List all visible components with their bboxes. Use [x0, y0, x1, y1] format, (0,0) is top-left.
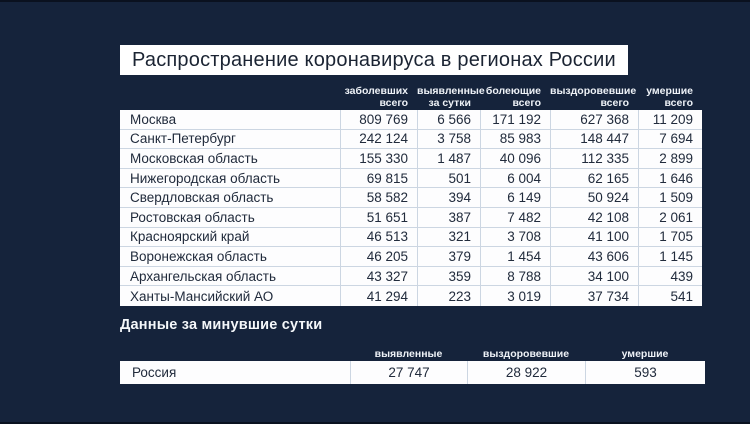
detected-daily-value: 6 566 — [417, 110, 480, 129]
daily-deaths-value: 593 — [585, 361, 705, 384]
region-name: Московская область — [130, 150, 258, 166]
region-name: Архангельская область — [130, 268, 277, 284]
recovered-total-value: 37 734 — [550, 286, 638, 306]
region-name: Нижегородская область — [130, 170, 281, 186]
header-deaths-total: умершие всего — [646, 85, 693, 109]
recovered-total-value: 112 335 — [550, 149, 638, 168]
infected-total-value: 58 582 — [340, 188, 417, 207]
country-name: Россия — [132, 365, 177, 380]
infected-total-value: 43 327 — [340, 267, 417, 286]
region-name: Ханты-Мансийский АО — [130, 288, 274, 304]
table-row — [120, 110, 702, 130]
sick-total-value: 7 482 — [480, 208, 550, 227]
table-row — [120, 361, 705, 384]
daily-header-detected: выявленные — [374, 348, 443, 360]
region-name: Воронежская область — [130, 248, 267, 264]
page-title-text: Распространение коронавируса в регионах России — [132, 48, 616, 71]
daily-header-deaths: умершие — [621, 348, 669, 360]
table-row — [120, 149, 702, 169]
detected-daily-value: 223 — [417, 286, 480, 306]
top-edge-strip — [0, 0, 750, 2]
detected-daily-value: 379 — [417, 247, 480, 266]
region-name: Санкт-Петербург — [130, 131, 236, 147]
deaths-total-value: 1 509 — [638, 188, 702, 207]
infected-total-value: 155 330 — [340, 149, 417, 168]
deaths-total-value: 11 209 — [638, 110, 702, 129]
sick-total-value: 3 019 — [480, 286, 550, 306]
table-row — [120, 267, 702, 287]
sick-total-value: 8 788 — [480, 267, 550, 286]
detected-daily-value: 394 — [417, 188, 480, 207]
region-name: Ростовская область — [130, 209, 255, 225]
recovered-total-value: 34 100 — [550, 267, 638, 286]
header-region-spacer — [120, 86, 340, 109]
regions-table-header — [120, 86, 702, 109]
infected-total-value: 809 769 — [340, 110, 417, 129]
deaths-total-value: 541 — [638, 286, 702, 306]
daily-header-spacer — [120, 348, 350, 360]
sick-total-value: 40 096 — [480, 149, 550, 168]
region-name: Свердловская область — [130, 190, 274, 206]
deaths-total-value: 2 899 — [638, 149, 702, 168]
recovered-total-value: 43 606 — [550, 247, 638, 266]
sick-total-value: 85 983 — [480, 130, 550, 149]
detected-daily-value: 359 — [417, 267, 480, 286]
infected-total-value: 242 124 — [340, 130, 417, 149]
recovered-total-value: 50 924 — [550, 188, 638, 207]
daily-detected-value: 27 747 — [350, 361, 467, 384]
daily-header-recovered: выздоровевшие — [482, 348, 570, 360]
detected-daily-value: 501 — [417, 169, 480, 188]
deaths-total-value: 1 646 — [638, 169, 702, 188]
table-row — [120, 247, 702, 267]
sick-total-value: 171 192 — [480, 110, 550, 129]
table-row — [120, 188, 702, 208]
detected-daily-value: 1 487 — [417, 149, 480, 168]
table-row — [120, 208, 702, 228]
deaths-total-value: 1 145 — [638, 247, 702, 266]
infected-total-value: 41 294 — [340, 286, 417, 306]
sick-total-value: 1 454 — [480, 247, 550, 266]
infected-total-value: 46 513 — [340, 228, 417, 247]
table-row — [120, 169, 702, 189]
daily-recovered-value: 28 922 — [467, 361, 585, 384]
recovered-total-value: 148 447 — [550, 130, 638, 149]
recovered-total-value: 627 368 — [550, 110, 638, 129]
sick-total-value: 3 708 — [480, 228, 550, 247]
infected-total-value: 69 815 — [340, 169, 417, 188]
table-row — [120, 130, 702, 150]
detected-daily-value: 321 — [417, 228, 480, 247]
region-name: Красноярский край — [130, 229, 250, 245]
table-row — [120, 228, 702, 248]
table-row — [120, 286, 702, 306]
daily-table-header — [120, 348, 705, 360]
daily-table — [120, 361, 705, 384]
deaths-total-value: 439 — [638, 267, 702, 286]
header-sick-total: болеющие всего — [485, 85, 541, 109]
sick-total-value: 6 004 — [480, 169, 550, 188]
recovered-total-value: 62 165 — [550, 169, 638, 188]
header-infected-total: заболевших всего — [344, 85, 408, 109]
detected-daily-value: 3 758 — [417, 130, 480, 149]
infected-total-value: 46 205 — [340, 247, 417, 266]
recovered-total-value: 42 108 — [550, 208, 638, 227]
deaths-total-value: 7 694 — [638, 130, 702, 149]
deaths-total-value: 1 705 — [638, 228, 702, 247]
regions-table — [120, 110, 702, 306]
sick-total-value: 6 149 — [480, 188, 550, 207]
detected-daily-value: 387 — [417, 208, 480, 227]
header-detected-daily: выявленные за сутки — [417, 85, 485, 109]
infected-total-value: 51 651 — [340, 208, 417, 227]
daily-section-title: Данные за минувшие сутки — [120, 317, 323, 333]
header-recovered-total: выздоровевшие всего — [550, 85, 637, 109]
deaths-total-value: 2 061 — [638, 208, 702, 227]
recovered-total-value: 41 100 — [550, 228, 638, 247]
region-name: Москва — [130, 111, 177, 127]
page-title — [120, 45, 628, 75]
